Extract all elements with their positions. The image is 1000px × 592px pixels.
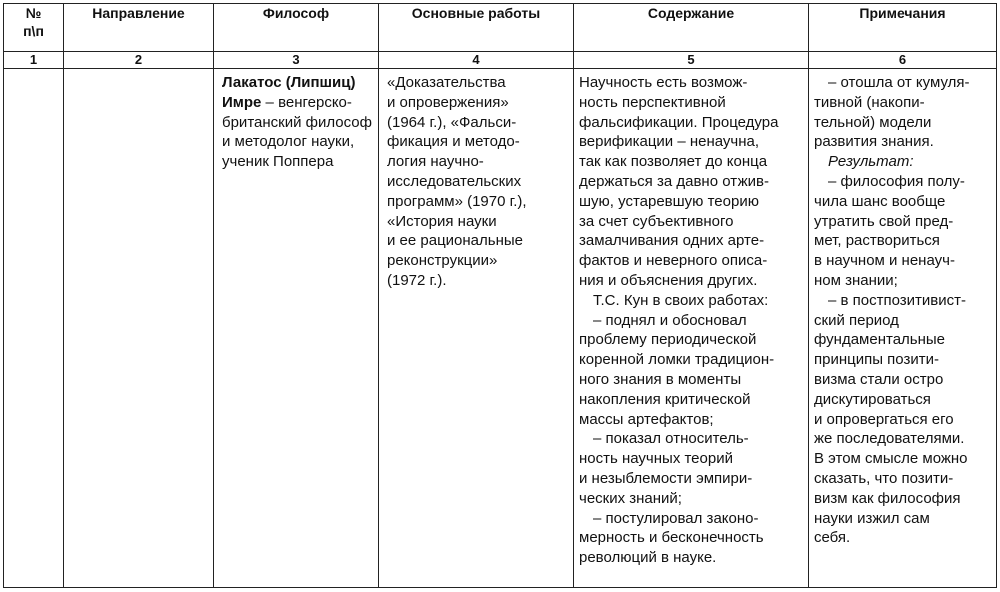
content-line: замалчивания одних арте-	[579, 232, 765, 250]
notes-line: фундаментальные	[814, 331, 946, 349]
works-line: программ» (1970 г.),	[387, 192, 527, 210]
content-line: – поднял и обосновал	[593, 311, 747, 329]
works-line: реконструкции»	[387, 252, 498, 270]
content-line: – показал относитель-	[593, 430, 749, 448]
philosopher-name: Лакатос (Липшиц)	[222, 74, 356, 91]
notes-line: развития знания.	[814, 133, 934, 151]
header-notes: Примечания	[809, 4, 997, 52]
content-line: – постулировал законо-	[593, 509, 759, 527]
philosopher-desc-start: – венгерско-	[261, 93, 352, 111]
content-line: и незыблемости эмпири-	[579, 469, 753, 487]
notes-line: тельной) модели	[814, 113, 932, 131]
philosopher-desc-line: ученик Поппера	[222, 153, 334, 171]
notes-line: же последователями.	[814, 430, 965, 448]
notes-line: утратить свой пред-	[814, 212, 954, 230]
content-line: накопления критической	[579, 390, 751, 408]
notes-line: ном знании;	[814, 271, 898, 289]
column-number-3: 3	[214, 52, 379, 69]
header-content: Содержание	[574, 4, 809, 52]
content-line: ния и объяснения других.	[579, 271, 758, 289]
notes-line: Результат:	[828, 153, 914, 171]
content-line: Т.С. Кун в своих работах:	[593, 291, 769, 309]
column-number-2: 2	[64, 52, 214, 69]
header-works: Основные работы	[379, 4, 574, 52]
cell-works	[379, 69, 574, 588]
content-line: держаться за давно отжив-	[579, 172, 769, 190]
column-number-6: 6	[809, 52, 997, 69]
works-text	[379, 69, 573, 291]
cell-content	[574, 69, 809, 588]
works-line: логия научно-	[387, 153, 484, 171]
philosopher-name-line2	[222, 93, 374, 113]
content-text	[574, 69, 808, 568]
content-line: фальсификации. Процедура	[579, 113, 779, 131]
notes-line: тивной (накопи-	[814, 93, 925, 111]
content-line: фактов и неверного описа-	[579, 252, 768, 270]
header-direction: Направление	[64, 4, 214, 52]
content-line: шую, устаревшую теорию	[579, 192, 759, 210]
works-line: фикация и методо-	[387, 133, 520, 151]
content-line: ность научных теорий	[579, 450, 733, 468]
notes-line: ский период	[814, 311, 899, 329]
philosophy-table	[3, 3, 997, 588]
column-number-row	[4, 52, 997, 69]
content-line: коренной ломки традицион-	[579, 351, 775, 369]
content-line: массы артефактов;	[579, 410, 714, 428]
content-line: революций в науке.	[579, 549, 717, 567]
content-line: Научность есть возмож-	[579, 74, 748, 91]
notes-line: визма стали остро	[814, 370, 944, 388]
notes-line: мет, раствориться	[814, 232, 940, 250]
notes-text	[809, 69, 996, 548]
content-line: проблему периодической	[579, 331, 757, 349]
header-num-line1: №	[25, 5, 42, 21]
works-line: (1964 г.), «Фальси-	[387, 113, 517, 131]
notes-line: принципы позити-	[814, 351, 939, 369]
philosopher-desc-line: и методолог науки,	[222, 133, 355, 151]
content-line: верификации – ненаучна,	[579, 133, 760, 151]
works-line: исследовательских	[387, 172, 522, 190]
content-line: так как позволяет до конца	[579, 153, 768, 171]
notes-line: дискутироваться	[814, 390, 931, 408]
notes-line: науки изжил сам	[814, 509, 930, 527]
header-philosopher: Философ	[214, 4, 379, 52]
works-line: и опровержения»	[387, 93, 509, 111]
header-num-line2: п\п	[23, 23, 44, 39]
notes-line: сказать, что позити-	[814, 469, 954, 487]
column-number-4: 4	[379, 52, 574, 69]
column-number-1: 1	[4, 52, 64, 69]
works-line: и ее рациональные	[387, 232, 523, 250]
notes-line: В этом смысле можно	[814, 450, 968, 468]
notes-line: – философия полу-	[828, 172, 965, 190]
content-line: ного знания в моменты	[579, 370, 742, 388]
cell-direction	[64, 69, 214, 588]
cell-philosopher	[214, 69, 379, 588]
column-number-5: 5	[574, 52, 809, 69]
notes-line: чила шанс вообще	[814, 192, 946, 210]
notes-line: в научном и ненауч-	[814, 252, 955, 270]
content-line: ность перспективной	[579, 93, 726, 111]
notes-line: визм как философия	[814, 489, 961, 507]
philosopher-desc-line: британский философ	[222, 113, 372, 131]
content-line: ческих знаний;	[579, 489, 682, 507]
table-row	[4, 69, 997, 588]
works-line: «Доказательства	[387, 74, 506, 91]
works-line: (1972 г.).	[387, 271, 447, 289]
notes-line: себя.	[814, 529, 851, 547]
notes-line: и опровергаться его	[814, 410, 954, 428]
cell-notes	[809, 69, 997, 588]
cell-num	[4, 69, 64, 588]
content-line: мерность и бесконечность	[579, 529, 764, 547]
content-line: за счет субъективного	[579, 212, 734, 230]
header-num	[4, 4, 64, 52]
notes-line: – отошла от кумуля-	[828, 74, 970, 91]
notes-line: – в постпозитивист-	[828, 291, 966, 309]
philosopher-first-name: Имре	[222, 93, 262, 111]
header-row	[4, 4, 997, 52]
works-line: «История науки	[387, 212, 497, 230]
